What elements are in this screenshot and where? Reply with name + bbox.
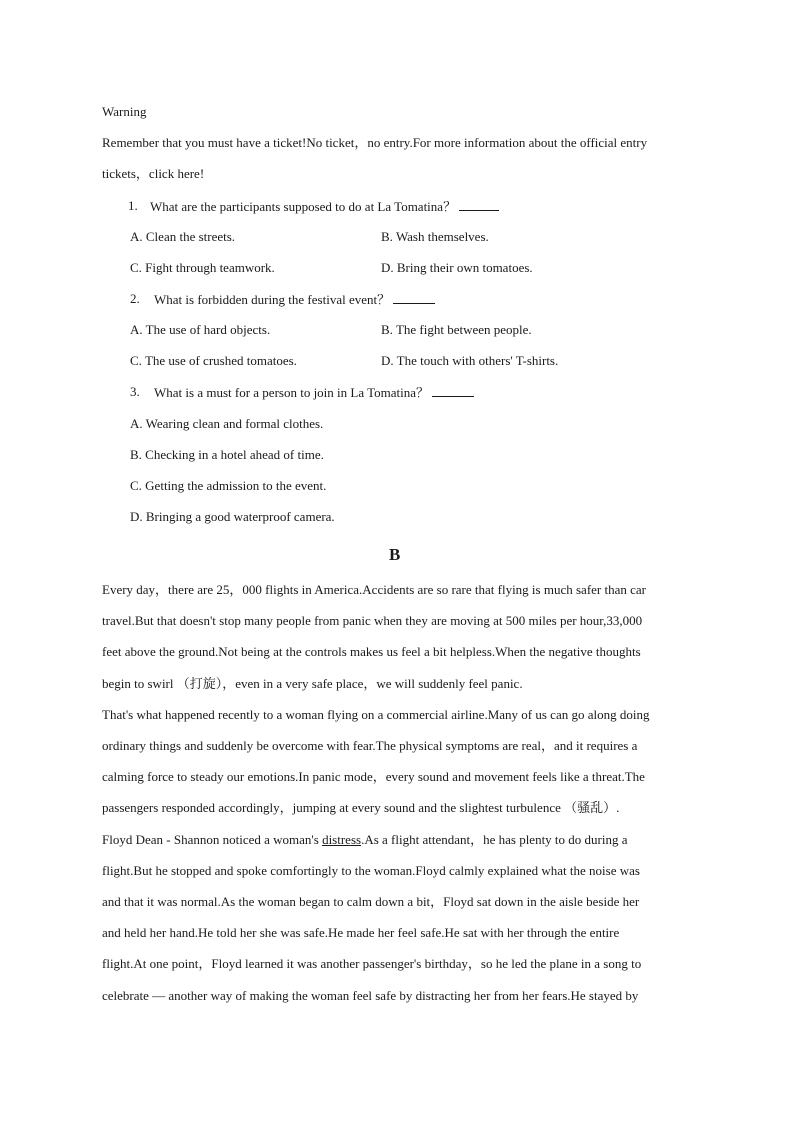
q1-option-a[interactable]: A. Clean the streets.	[130, 229, 236, 244]
passage-line: travel.But that doesn't stop many people from panic when they are moving at 500 miles per hour,33,000	[102, 613, 643, 628]
question-1-number: 1.	[128, 198, 138, 213]
q3-option-d[interactable]: D. Bringing a good waterproof camera.	[130, 509, 335, 524]
q2-option-d[interactable]: D. The touch with others' T-shirts.	[381, 353, 559, 368]
underlined-word-distress: distress	[322, 832, 362, 847]
warning-line-1: Remember that you must have a ticket!No ticket，no entry.For more information about the official entry	[102, 135, 648, 150]
passage-line-floyd: Floyd Dean - Shannon noticed a woman's distress.As a flight attendant，he has plenty to do during a	[102, 832, 628, 847]
q3-option-b[interactable]: B. Checking in a hotel ahead of time.	[130, 447, 324, 462]
passage-line: Every day，there are 25，000 flights in America.Accidents are so rare that flying is much safer than car	[102, 582, 646, 597]
answer-blank-2[interactable]	[393, 291, 435, 304]
q1-option-d[interactable]: D. Bring their own tomatoes.	[381, 260, 533, 275]
passage-line: ordinary things and suddenly be overcome with fear.The physical symptoms are real，and it requires a	[102, 738, 638, 753]
q1-option-b[interactable]: B. Wash themselves.	[381, 229, 489, 244]
answer-blank-3[interactable]	[432, 384, 474, 397]
q2-option-b[interactable]: B. The fight between people.	[381, 322, 532, 337]
passage-line: and that it was normal.As the woman began to calm down a bit，Floyd sat down in the aisle beside her	[102, 894, 640, 909]
answer-blank-1[interactable]	[459, 198, 499, 211]
question-1-text: What are the participants supposed to do at La Tomatina？	[150, 198, 499, 215]
q3-option-a[interactable]: A. Wearing clean and formal clothes.	[130, 416, 324, 431]
warning-line-2: tickets，click here!	[102, 166, 205, 181]
passage-line: begin to swirl （打旋），even in a very safe place，we will suddenly feel panic.	[102, 676, 523, 691]
passage-line: feet above the ground.Not being at the controls makes us feel a bit helpless.When the negative thoughts	[102, 644, 641, 659]
passage-line: calming force to steady our emotions.In panic mode，every sound and movement feels like a threat.The	[102, 769, 645, 784]
question-3-number: 3.	[130, 384, 140, 399]
q2-option-a[interactable]: A. The use of hard objects.	[130, 322, 271, 337]
passage-line: celebrate — another way of making the woman feel safe by distracting her from her fears.He stayed by	[102, 988, 639, 1003]
passage-line: passengers responded accordingly，jumping at every sound and the slightest turbulence （骚乱）.	[102, 800, 620, 815]
warning-title: Warning	[102, 104, 147, 119]
section-b-heading: B	[389, 545, 401, 564]
q1-option-c[interactable]: C. Fight through teamwork.	[130, 260, 275, 275]
q3-option-c[interactable]: C. Getting the admission to the event.	[130, 478, 327, 493]
question-2-text: What is forbidden during the festival event？	[154, 291, 435, 308]
question-2-number: 2.	[130, 291, 140, 306]
passage-line: flight.At one point，Floyd learned it was another passenger's birthday，so he led the plane in a song to	[102, 956, 642, 971]
passage-line: That's what happened recently to a woman flying on a commercial airline.Many of us can go along doing	[102, 707, 650, 722]
question-3-text: What is a must for a person to join in La Tomatina？	[154, 384, 474, 401]
passage-line: and held her hand.He told her she was safe.He made her feel safe.He sat with her through the entire	[102, 925, 620, 940]
passage-line: flight.But he stopped and spoke comfortingly to the woman.Floyd calmly explained what the noise was	[102, 863, 640, 878]
q2-option-c[interactable]: C. The use of crushed tomatoes.	[130, 353, 297, 368]
